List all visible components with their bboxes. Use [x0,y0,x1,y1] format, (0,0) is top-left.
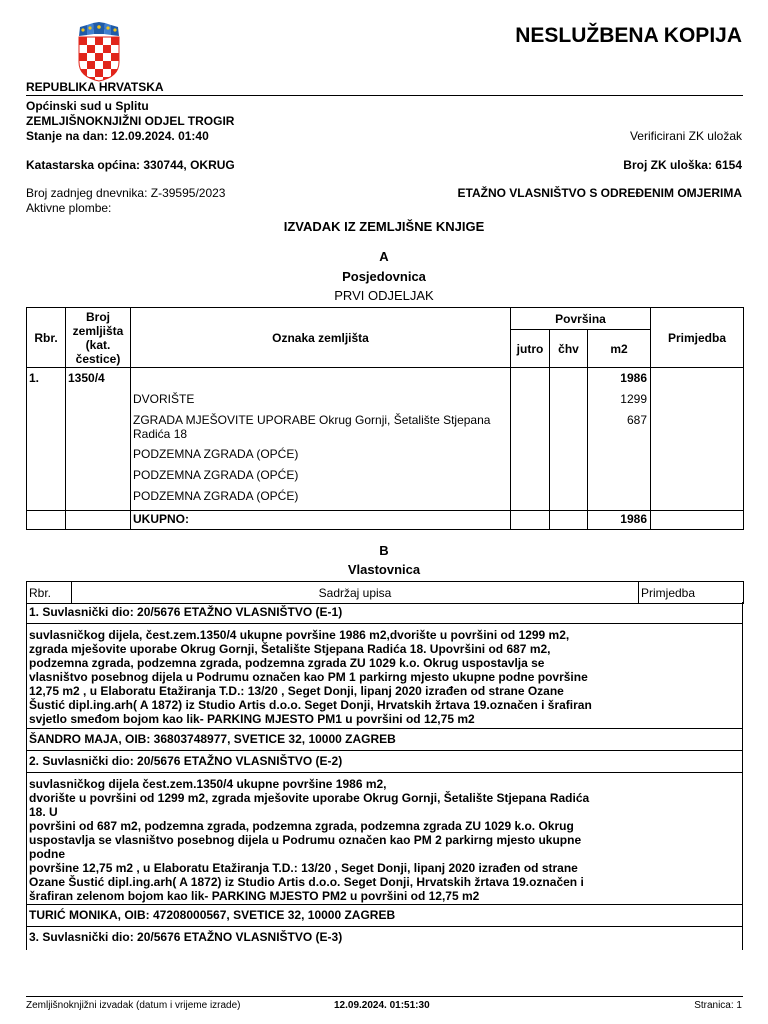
header-oznaka-zemljista: Oznaka zemljišta [131,308,511,368]
header-divider [26,95,743,96]
list-item [27,602,742,624]
entry-2-text: suvlasničkog dijela čest.zem.1350/4 ukupne površine 1986 m2, dvorište u površini od 1299 m2, zgrada mješovite uporabe Okrug Gornji, Šetalište Stjepana Radića 18. U površini od 687 m2, podzemna zgrada, podzemna zgrada, podzemna zgrada ZU 1029 k.o. Okrug uspostavlja se vlasništvo posebnog dijela u Podrumu označen kao PM 2 parkirng mjesto ukupne podne površine 12,75 m2 , u Elaboratu Etažiranja T.D.: 13/20 , Seget Donji, lipanj 2020 izrađen od strane Ozane Šustić dipl.ing.arh( A 1872) iz Studio Artis d.o.o. Seget Donji, Hrvatskih žrtava 19.označen i šrafiran zelenom bojom kao lik- PARKING MJESTO PM2 u površini od 12,75 m2 [29,777,590,903]
section-b-letter: B [379,543,389,558]
footer-divider [26,996,743,997]
section-a-subtitle: PRVI ODJELJAK [334,288,434,303]
header-povrsina: Površina [511,308,651,330]
country-name: REPUBLIKA HRVATSKA [26,80,164,94]
state-date: Stanje na dan: 12.09.2024. 01:40 [26,129,209,143]
header-b-sadrzaj: Sadržaj upisa [72,582,639,604]
table-total-row [27,511,744,530]
posjedovnica-table [26,307,744,530]
unofficial-copy-title: NESLUŽBENA KOPIJA [515,24,742,47]
list-item [27,905,742,927]
header-rbr: Rbr. [27,308,66,368]
total-m2: 1986 [620,512,647,526]
item-label-podzemna-3: PODZEMNA ZGRADA (OPĆE) [133,489,299,503]
entry-2-owner: TURIĆ MONIKA, OIB: 47208000567, SVETICE 32, 10000 ZAGREB [29,908,396,922]
coat-of-arms-icon [76,22,122,82]
header-b-rbr: Rbr. [27,582,72,604]
header-primjedba: Primjedba [651,308,744,368]
vlastovnica-entries [26,602,743,950]
item-label-podzemna-1: PODZEMNA ZGRADA (OPĆE) [133,447,299,461]
header-jutro: jutro [511,330,550,368]
list-item [27,729,742,751]
header-b-primjedba: Primjedba [639,582,744,604]
header-chv: čhv [550,330,588,368]
ownership-type: ETAŽNO VLASNIŠTVO S ODREĐENIM OMJERIMA [457,186,742,200]
item-label-podzemna-2: PODZEMNA ZGRADA (OPĆE) [133,468,299,482]
item-label-dvoriste: DVORIŠTE [133,392,195,406]
vlastovnica-header [26,581,744,604]
cadastral-municipality: Katastarska općina: 330744, OKRUG [26,158,235,172]
item-m2-zgrada: 687 [626,413,647,427]
item-m2-dvoriste: 1299 [620,392,647,406]
list-item [27,751,742,773]
active-seals: Aktivne plombe: [26,201,112,215]
footer-left: Zemljišnoknjižni izvadak (datum i vrijeme izrade) [26,1000,241,1011]
total-label: UKUPNO: [133,512,189,526]
row-broj: 1350/4 [68,371,105,385]
header-broj-zemljista: Broj zemljišta (kat. čestice) [66,308,131,368]
extract-title: IZVADAK IZ ZEMLJIŠNE KNJIGE [283,219,485,234]
entry-3-title: 3. Suvlasnički dio: 20/5676 ETAŽNO VLASNIŠTVO (E-3) [29,930,343,944]
section-a-title: Posjedovnica [342,269,426,284]
entry-1-text: suvlasničkog dijela, čest.zem.1350/4 ukupne površine 1986 m2,dvorište u površini od 1299 m2, zgrada mješovite uporabe Okrug Gornji, Šetalište Stjepana Radića 18. Upovršini od 687 m2, podzemna zgrada, podzemna zgrada, podzemna zgrada ZU 1029 k.o. Okrug uspostavlja se vlasništvo posebnog dijela u Podrumu označen kao PM 1 parkirng mjesto ukupne podne površine 12,75 m2 , u Elaboratu Etažiranja T.D.: 13/20 , Seget Donji, lipanj 2020 izrađen od strane Ozane Šustić dipl.ing.arh( A 1872) iz Studio Artis d.o.o. Seget Donji, Hrvatskih žrtava 19.označen i šrafiran svjetlo smeđom bojom kao lik- PARKING MJESTO PM1 u površini od 12,75 m2 [29,628,592,726]
entry-1-title: 1. Suvlasnički dio: 20/5676 ETAŽNO VLASNIŠTVO (E-1) [29,605,343,619]
verified-label: Verificirani ZK uložak [629,129,742,143]
list-item [27,773,742,905]
item-label-zgrada: ZGRADA MJEŠOVITE UPORABE Okrug Gornji, Šetalište Stjepana Radića 18 [133,413,491,441]
row-rbr: 1. [29,371,40,385]
footer-timestamp: 12.09.2024. 01:51:30 [334,1000,430,1011]
header-m2: m2 [588,330,651,368]
court-name: Općinski sud u Splitu [26,99,149,113]
list-item [27,927,742,948]
row-total-m2: 1986 [620,371,647,385]
zk-number: Broj ZK uloška: 6154 [623,158,742,172]
section-b-title: Vlastovnica [347,562,421,577]
list-item [27,624,742,729]
entry-1-owner: ŠANDRO MAJA, OIB: 36803748977, SVETICE 32, 10000 ZAGREB [29,732,396,746]
footer-page-number: Stranica: 1 [694,1000,742,1011]
entry-2-title: 2. Suvlasnički dio: 20/5676 ETAŽNO VLASNIŠTVO (E-2) [29,754,343,768]
department-name: ZEMLJIŠNOKNJIŽNI ODJEL TROGIR [26,114,235,128]
section-a-letter: A [379,249,389,264]
table-row [27,368,744,511]
last-journal-number: Broj zadnjeg dnevnika: Z-39595/2023 [26,186,226,200]
